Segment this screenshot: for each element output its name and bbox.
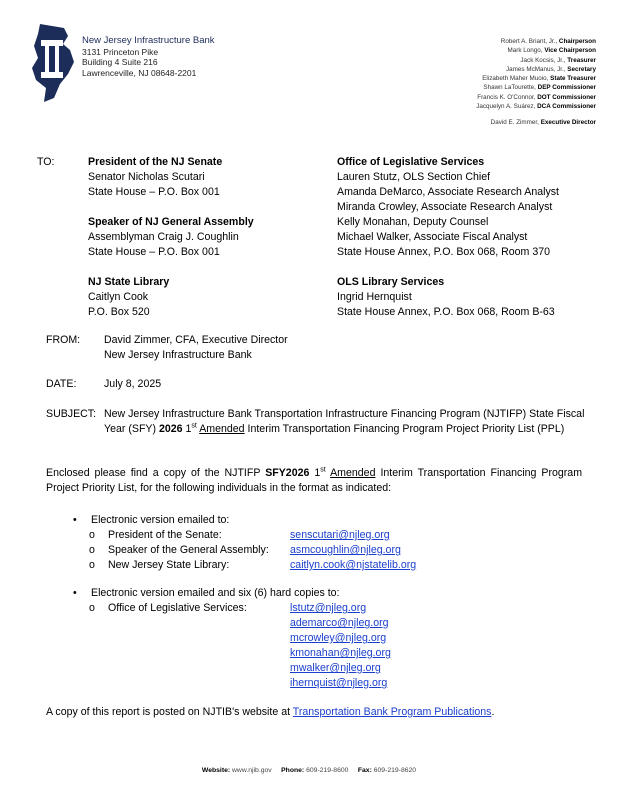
board-member: Jacquelyn A. Suárez, DCA Commissioner bbox=[476, 103, 596, 111]
board-member: James McManus, Jr., Secretary bbox=[506, 65, 596, 73]
right-recipients bbox=[337, 155, 559, 320]
board-member: Elizabeth Maher Muoio, State Treasurer bbox=[482, 75, 596, 83]
date-label: DATE: bbox=[46, 378, 77, 390]
board-member: Mark Longo, Vice Chairperson bbox=[507, 47, 596, 55]
email-link[interactable]: lstutz@njleg.org bbox=[290, 602, 367, 614]
to-label: TO: bbox=[37, 156, 55, 168]
bullet-2-list bbox=[89, 601, 391, 691]
recipient-line: State House – P.O. Box 001 bbox=[88, 186, 220, 198]
board-member: Robert A. Briant, Jr., Chairperson bbox=[500, 38, 596, 45]
email-link[interactable]: senscutari@njleg.org bbox=[290, 529, 390, 541]
bullet-1 bbox=[73, 513, 229, 528]
recipient-title: OLS Library Services bbox=[337, 276, 445, 288]
email-link[interactable]: mwalker@njleg.org bbox=[290, 662, 381, 674]
circle-bullet-icon: o bbox=[89, 544, 95, 556]
recipient-line: Lauren Stutz, OLS Section Chief bbox=[337, 171, 491, 183]
website-link[interactable]: www.njib.gov bbox=[232, 767, 272, 774]
list-item: o New Jersey State Library: caitlyn.cook@njstatelib.org bbox=[89, 559, 417, 571]
board-list bbox=[476, 37, 596, 128]
closing-line: A copy of this report is posted on NJTIB's website at Transportation Bank Program Publications. bbox=[46, 706, 495, 718]
board-member: Shawn LaTourette, DEP Commissioner bbox=[483, 84, 596, 92]
recipient-line: Amanda DeMarco, Associate Research Analyst bbox=[337, 186, 559, 198]
list-item: o Speaker of the General Assembly: asmcoughlin@njleg.org bbox=[89, 544, 401, 556]
bullet-dot-icon: • bbox=[73, 514, 77, 526]
from-line: New Jersey Infrastructure Bank bbox=[104, 349, 252, 361]
org-name: New Jersey Infrastructure Bank bbox=[82, 35, 215, 46]
bullet-title: Electronic version emailed and six (6) hard copies to: bbox=[91, 587, 340, 599]
left-recipients bbox=[88, 155, 254, 320]
recipient-title: Office of Legislative Services bbox=[337, 156, 485, 168]
address-line: Building 4 Suite 216 bbox=[82, 57, 158, 67]
publications-link[interactable]: Transportation Bank Program Publications bbox=[292, 706, 492, 718]
executive-director: David E. Zimmer, Executive Director bbox=[490, 119, 596, 127]
bullet-title: Electronic version emailed to: bbox=[91, 514, 230, 526]
from-label: FROM: bbox=[46, 334, 81, 346]
email-link[interactable]: asmcoughlin@njleg.org bbox=[290, 544, 401, 556]
recipient-line: Ingrid Hernquist bbox=[337, 291, 412, 303]
recipient-line: Caitlyn Cook bbox=[88, 291, 149, 303]
recipient-line: Kelly Monahan, Deputy Counsel bbox=[337, 216, 489, 228]
recipient-title: President of the NJ Senate bbox=[88, 156, 223, 168]
address-line: 3131 Princeton Pike bbox=[82, 46, 159, 57]
email-link[interactable]: caitlyn.cook@njstatelib.org bbox=[290, 559, 417, 571]
list-item: o Office of Legislative Services: lstutz@njleg.org ademarco@njleg.org mcrowley@njleg.org kmonahan@njleg.org mwalker@njleg.org ihernquist@njleg.org bbox=[89, 602, 391, 689]
list-item: o President of the Senate: senscutari@njleg.org bbox=[89, 529, 390, 541]
recipient-line: P.O. Box 520 bbox=[88, 306, 150, 318]
subject-text: New Jersey Infrastructure Bank Transportation Infrastructure Financing Program (NJTIFP) State Fiscal Year (SFY) 2026 1st Amended Interim Transportation Financing Program Project Priority List (PPL) bbox=[104, 408, 585, 435]
intro-paragraph: Enclosed please find a copy of the NJTIFP SFY2026 1st Amended Interim Transportation Financing Program Project Priority List, for the following individuals in the format as indicated: bbox=[46, 466, 583, 494]
footer: Website: www.njib.gov Phone: 609-219-8600 Fax: 609-219-8620 bbox=[201, 767, 417, 774]
recipient-line: Senator Nicholas Scutari bbox=[88, 171, 205, 183]
email-link[interactable]: mcrowley@njleg.org bbox=[290, 632, 387, 644]
circle-bullet-icon: o bbox=[89, 559, 95, 571]
phone-number: 609-219-8600 bbox=[306, 767, 349, 774]
email-link[interactable]: kmonahan@njleg.org bbox=[290, 647, 391, 659]
circle-bullet-icon: o bbox=[89, 529, 95, 541]
recipient-line: Michael Walker, Associate Fiscal Analyst bbox=[337, 231, 528, 243]
bullet-2 bbox=[73, 586, 339, 601]
recipient-line: Assemblyman Craig J. Coughlin bbox=[88, 231, 239, 243]
recipient-title: Speaker of NJ General Assembly bbox=[88, 216, 254, 228]
board-member: Jack Kocsis, Jr., Treasurer bbox=[520, 56, 596, 64]
address-line: Lawrenceville, NJ 08648-2201 bbox=[82, 67, 197, 78]
circle-bullet-icon: o bbox=[89, 602, 95, 614]
recipient-line: State House Annex, P.O. Box 068, Room 370 bbox=[337, 246, 550, 258]
bullet-1-list bbox=[89, 528, 416, 573]
date-value: July 8, 2025 bbox=[104, 378, 162, 390]
recipient-title: NJ State Library bbox=[88, 276, 170, 288]
recipient-line: State House – P.O. Box 001 bbox=[88, 246, 220, 258]
fax-number: 609-219-8620 bbox=[373, 767, 417, 774]
bullet-dot-icon: • bbox=[73, 587, 77, 599]
recipient-line: Miranda Crowley, Associate Research Analyst bbox=[337, 201, 553, 213]
org-address-block bbox=[82, 36, 215, 78]
subject-label: SUBJECT: bbox=[46, 408, 97, 420]
nj-state-logo bbox=[30, 22, 76, 104]
from-line: David Zimmer, CFA, Executive Director bbox=[104, 334, 288, 346]
from-block bbox=[104, 333, 288, 363]
email-link[interactable]: ademarco@njleg.org bbox=[290, 617, 389, 629]
recipient-line: State House Annex, P.O. Box 068, Room B-63 bbox=[337, 306, 555, 318]
board-member: Francis K. O'Connor, DOT Commissioner bbox=[477, 93, 596, 101]
email-link[interactable]: ihernquist@njleg.org bbox=[290, 677, 388, 689]
